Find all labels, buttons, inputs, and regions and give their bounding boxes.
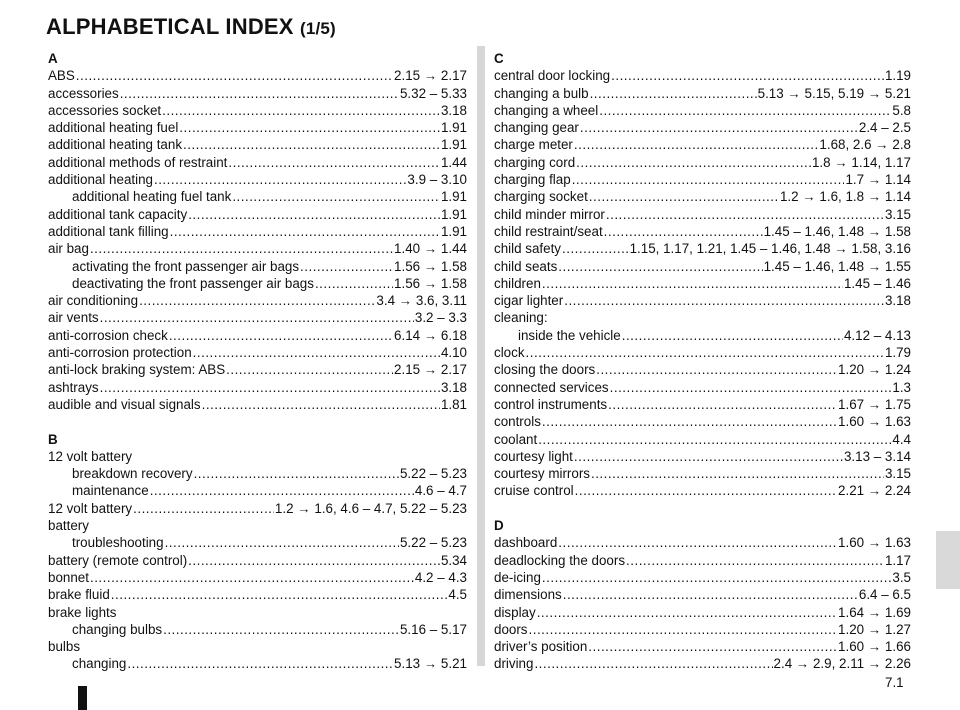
index-entry bbox=[494, 67, 911, 84]
index-entry bbox=[494, 534, 911, 551]
page-number: 7.1 bbox=[885, 675, 904, 690]
index-page-ref: 5.22 – 5.23 bbox=[399, 535, 467, 551]
index-term: brake fluid bbox=[48, 587, 110, 603]
index-term: child seats bbox=[494, 258, 558, 274]
index-entry bbox=[48, 171, 467, 188]
index-entry bbox=[48, 361, 467, 378]
index-term: dimensions bbox=[494, 587, 562, 603]
index-page-ref: 1.20 → 1.24 bbox=[838, 362, 911, 378]
index-term: anti-corrosion protection bbox=[48, 345, 192, 361]
index-entry bbox=[494, 396, 911, 413]
index-page-ref: 1.60 → 1.66 bbox=[838, 639, 911, 655]
index-term: changing gear bbox=[494, 120, 579, 136]
index-entry bbox=[48, 136, 467, 153]
dot-leader bbox=[169, 327, 393, 344]
index-term: breakdown recovery bbox=[72, 466, 193, 482]
index-term: control instruments bbox=[494, 396, 608, 412]
dot-leader bbox=[622, 327, 843, 344]
index-term: child restraint/seat bbox=[494, 223, 603, 239]
index-page-ref: 1.7 → 1.14 bbox=[845, 172, 911, 188]
dot-leader bbox=[228, 154, 440, 171]
index-term: coolant bbox=[494, 431, 538, 447]
index-entry bbox=[48, 206, 467, 223]
index-subentry bbox=[494, 327, 911, 344]
index-term: ABS bbox=[48, 68, 75, 84]
index-column-right bbox=[494, 50, 911, 673]
index-page-ref: 3.5 bbox=[892, 569, 911, 585]
index-entry bbox=[494, 171, 911, 188]
dot-leader bbox=[604, 223, 763, 240]
index-entry bbox=[48, 500, 467, 517]
index-page-ref: 3.2 – 3.3 bbox=[414, 310, 467, 326]
index-page-ref: 3.4 → 3.6, 3.11 bbox=[376, 293, 467, 309]
index-subentry bbox=[48, 482, 467, 499]
index-page-ref: 5.32 – 5.33 bbox=[399, 85, 467, 101]
index-page-ref: 1.60 → 1.63 bbox=[838, 414, 911, 430]
dot-leader bbox=[538, 431, 891, 448]
dot-leader bbox=[588, 638, 837, 655]
dot-leader bbox=[232, 188, 440, 205]
index-term: air conditioning bbox=[48, 293, 139, 309]
index-page-ref: 1.3 bbox=[892, 379, 911, 395]
index-term: connected services bbox=[494, 379, 609, 395]
corner-mark bbox=[78, 686, 87, 710]
index-term: de-icing bbox=[494, 569, 541, 585]
index-term: air bag bbox=[48, 241, 89, 257]
index-entry bbox=[494, 275, 911, 292]
index-page-ref: 1.79 bbox=[884, 345, 911, 361]
index-page-ref: 5.13 → 5.15, 5.19 → 5.21 bbox=[757, 85, 911, 101]
dot-leader bbox=[563, 586, 858, 603]
index-page-ref: 3.18 bbox=[440, 102, 467, 118]
dot-leader bbox=[610, 379, 892, 396]
index-term: clock bbox=[494, 345, 525, 361]
index-subentry bbox=[48, 188, 467, 205]
page-title-text: ALPHABETICAL INDEX bbox=[46, 14, 294, 39]
index-entry bbox=[48, 223, 467, 240]
dot-leader bbox=[626, 552, 884, 569]
index-entry bbox=[48, 552, 467, 569]
index-term: air vents bbox=[48, 310, 99, 326]
index-page-ref: 5.16 – 5.17 bbox=[399, 621, 467, 637]
index-page-ref: 5.8 bbox=[892, 102, 911, 118]
index-entry bbox=[48, 292, 467, 309]
index-term: changing bulbs bbox=[72, 621, 163, 637]
index-term: additional tank filling bbox=[48, 223, 169, 239]
index-term: bonnet bbox=[48, 569, 89, 585]
index-page-ref: 1.8 → 1.14, 1.17 bbox=[811, 154, 911, 170]
index-term: accessories bbox=[48, 85, 119, 101]
index-entry bbox=[48, 327, 467, 344]
section-letter-heading: A bbox=[48, 51, 58, 66]
dot-leader bbox=[542, 275, 843, 292]
dot-leader bbox=[188, 552, 440, 569]
index-entry bbox=[48, 85, 467, 102]
index-entry bbox=[494, 361, 911, 378]
dot-leader bbox=[562, 240, 629, 257]
index-subentry bbox=[48, 534, 467, 551]
section-spacer bbox=[48, 413, 467, 430]
index-entry bbox=[48, 344, 467, 361]
index-group-label: 12 volt battery bbox=[48, 448, 133, 464]
index-page-ref: 3.18 bbox=[884, 293, 911, 309]
index-term: ashtrays bbox=[48, 379, 99, 395]
index-term: additional tank capacity bbox=[48, 206, 188, 222]
index-entry bbox=[48, 586, 467, 603]
index-entry bbox=[48, 240, 467, 257]
index-entry bbox=[494, 223, 911, 240]
index-entry bbox=[494, 258, 911, 275]
index-page-ref: 1.19 bbox=[884, 68, 911, 84]
page-title-part: (1/5) bbox=[299, 19, 336, 38]
index-page-ref: 4.2 – 4.3 bbox=[414, 569, 467, 585]
dot-leader bbox=[90, 240, 393, 257]
index-entry bbox=[494, 240, 911, 257]
index-page-ref: 1.2 → 1.6, 1.8 → 1.14 bbox=[779, 189, 911, 205]
index-page-ref: 2.4 – 2.5 bbox=[858, 120, 911, 136]
dot-leader bbox=[591, 465, 884, 482]
dot-leader bbox=[202, 396, 440, 413]
dot-leader bbox=[590, 85, 757, 102]
index-entry bbox=[494, 206, 911, 223]
index-page-ref: 1.64 → 1.69 bbox=[838, 604, 911, 620]
index-page-ref: 1.91 bbox=[440, 206, 467, 222]
index-page-ref: 6.4 – 6.5 bbox=[858, 587, 911, 603]
index-page-ref: 1.45 – 1.46, 1.48 → 1.55 bbox=[763, 258, 911, 274]
index-page-ref: 1.45 – 1.46 bbox=[843, 275, 911, 291]
index-page-ref: 2.4 → 2.9, 2.11 → 2.26 bbox=[773, 656, 911, 672]
dot-leader bbox=[599, 102, 891, 119]
index-term: inside the vehicle bbox=[518, 327, 621, 343]
section-letter-heading: B bbox=[48, 431, 58, 447]
index-term: cigar lighter bbox=[494, 293, 564, 309]
index-term: courtesy light bbox=[494, 448, 573, 464]
index-page-ref: 3.18 bbox=[440, 379, 467, 395]
index-page-ref: 4.12 – 4.13 bbox=[843, 327, 911, 343]
column-divider bbox=[477, 46, 485, 666]
index-term: child safety bbox=[494, 241, 561, 257]
dot-leader bbox=[606, 206, 884, 223]
index-term: controls bbox=[494, 414, 541, 430]
index-entry bbox=[494, 85, 911, 102]
index-term: deactivating the front passenger air bags bbox=[72, 275, 314, 291]
index-term: anti-corrosion check bbox=[48, 327, 168, 343]
dot-leader bbox=[194, 465, 399, 482]
index-entry bbox=[494, 344, 911, 361]
index-group-label: battery bbox=[48, 518, 89, 534]
dot-leader bbox=[542, 413, 837, 430]
index-term: additional methods of restraint bbox=[48, 154, 228, 170]
index-entry bbox=[494, 188, 911, 205]
dot-leader bbox=[537, 604, 837, 621]
index-term: doors bbox=[494, 621, 528, 637]
dot-leader bbox=[179, 119, 440, 136]
index-term: additional heating fuel bbox=[48, 120, 179, 136]
index-term: driver’s position bbox=[494, 639, 588, 655]
dot-leader bbox=[170, 223, 440, 240]
dot-leader bbox=[133, 500, 274, 517]
index-term: changing a wheel bbox=[494, 102, 599, 118]
index-term: charging flap bbox=[494, 172, 571, 188]
index-term: changing a bulb bbox=[494, 85, 589, 101]
index-entry bbox=[494, 638, 911, 655]
index-page-ref: 1.91 bbox=[440, 120, 467, 136]
index-term: central door locking bbox=[494, 68, 611, 84]
index-term: cruise control bbox=[494, 483, 574, 499]
index-term: anti-lock braking system: ABS bbox=[48, 362, 226, 378]
index-entry bbox=[494, 379, 911, 396]
dot-leader bbox=[100, 379, 440, 396]
dot-leader bbox=[529, 621, 838, 638]
dot-leader bbox=[575, 482, 837, 499]
index-page-ref: 1.56 → 1.58 bbox=[394, 258, 467, 274]
index-page-ref: 3.15 bbox=[884, 206, 911, 222]
dot-leader bbox=[111, 586, 448, 603]
index-page-ref: 1.56 → 1.58 bbox=[394, 275, 467, 291]
index-entry bbox=[494, 102, 911, 119]
dot-leader bbox=[300, 258, 393, 275]
index-term: additional heating tank bbox=[48, 137, 183, 153]
index-page-ref: 1.2 → 1.6, 4.6 – 4.7, 5.22 – 5.23 bbox=[274, 500, 467, 516]
index-page-ref: 1.91 bbox=[440, 223, 467, 239]
index-entry bbox=[48, 309, 467, 326]
index-page-ref: 5.13 → 5.21 bbox=[394, 656, 467, 672]
index-entry bbox=[494, 119, 911, 136]
index-group-label: bulbs bbox=[48, 639, 81, 655]
index-page-ref: 1.17 bbox=[884, 552, 911, 568]
dot-leader bbox=[188, 206, 440, 223]
page-title bbox=[46, 14, 336, 40]
dot-leader bbox=[596, 361, 837, 378]
index-page-ref: 1.44 bbox=[440, 154, 467, 170]
dot-leader bbox=[564, 292, 884, 309]
index-page-ref: 1.45 – 1.46, 1.48 → 1.58 bbox=[763, 223, 911, 239]
dot-leader bbox=[576, 154, 811, 171]
index-entry bbox=[494, 413, 911, 430]
dot-leader bbox=[534, 655, 772, 672]
index-term: courtesy mirrors bbox=[494, 466, 590, 482]
index-subentry bbox=[48, 275, 467, 292]
dot-leader bbox=[526, 344, 884, 361]
index-entry bbox=[494, 655, 911, 672]
dot-leader bbox=[558, 258, 762, 275]
index-entry bbox=[48, 396, 467, 413]
dot-leader bbox=[90, 569, 414, 586]
index-entry bbox=[494, 482, 911, 499]
index-page-ref: 2.21 → 2.24 bbox=[838, 483, 911, 499]
dot-leader bbox=[154, 171, 406, 188]
index-page-ref: 4.4 bbox=[892, 431, 911, 447]
index-term: changing bbox=[72, 656, 127, 672]
index-group-label: brake lights bbox=[48, 604, 117, 620]
index-term: maintenance bbox=[72, 483, 149, 499]
index-page-ref: 3.13 – 3.14 bbox=[843, 448, 911, 464]
index-entry bbox=[48, 119, 467, 136]
dot-leader bbox=[574, 136, 819, 153]
index-term: activating the front passenger air bags bbox=[72, 258, 300, 274]
index-entry bbox=[494, 569, 911, 586]
index-entry bbox=[494, 465, 911, 482]
dot-leader bbox=[226, 361, 393, 378]
section-spacer bbox=[494, 500, 911, 517]
index-term: additional heating fuel tank bbox=[72, 189, 232, 205]
index-term: child minder mirror bbox=[494, 206, 605, 222]
index-page-ref: 4.5 bbox=[448, 587, 467, 603]
index-page-ref: 2.15 → 2.17 bbox=[394, 68, 467, 84]
index-term: charging cord bbox=[494, 154, 576, 170]
index-entry bbox=[494, 292, 911, 309]
index-page-ref: 1.68, 2.6 → 2.8 bbox=[819, 137, 911, 153]
index-term: closing the doors bbox=[494, 362, 596, 378]
index-term: deadlocking the doors bbox=[494, 552, 626, 568]
index-term: battery (remote control) bbox=[48, 552, 188, 568]
section-thumb-tab bbox=[936, 531, 960, 589]
index-group-label: cleaning: bbox=[494, 310, 548, 326]
dot-leader bbox=[76, 67, 393, 84]
dot-leader bbox=[150, 482, 414, 499]
index-page-ref: 1.67 → 1.75 bbox=[838, 396, 911, 412]
index-term: display bbox=[494, 604, 536, 620]
index-page-ref: 5.34 bbox=[440, 552, 467, 568]
index-entry bbox=[494, 448, 911, 465]
index-entry bbox=[494, 586, 911, 603]
index-page-ref: 1.81 bbox=[440, 396, 467, 412]
index-entry bbox=[48, 569, 467, 586]
dot-leader bbox=[139, 292, 375, 309]
index-entry bbox=[494, 431, 911, 448]
section-letter-heading: C bbox=[494, 51, 504, 66]
dot-leader bbox=[574, 448, 843, 465]
dot-leader bbox=[558, 534, 837, 551]
index-entry bbox=[494, 621, 911, 638]
index-page-ref: 4.10 bbox=[440, 345, 467, 361]
dot-leader bbox=[193, 344, 440, 361]
index-page-ref: 1.20 → 1.27 bbox=[838, 621, 911, 637]
dot-leader bbox=[163, 621, 399, 638]
index-page-ref: 4.6 – 4.7 bbox=[414, 483, 467, 499]
section-letter-heading: D bbox=[494, 518, 504, 534]
dot-leader bbox=[100, 309, 414, 326]
index-term: charging socket bbox=[494, 189, 588, 205]
index-entry bbox=[48, 154, 467, 171]
index-term: additional heating bbox=[48, 172, 153, 188]
index-term: audible and visual signals bbox=[48, 396, 201, 412]
index-entry bbox=[48, 102, 467, 119]
index-term: driving bbox=[494, 656, 534, 672]
index-term: accessories socket bbox=[48, 102, 162, 118]
index-page-ref: 6.14 → 6.18 bbox=[394, 327, 467, 343]
index-entry bbox=[48, 379, 467, 396]
index-entry bbox=[494, 552, 911, 569]
dot-leader bbox=[162, 102, 440, 119]
index-term: charge meter bbox=[494, 137, 573, 153]
index-column-left bbox=[48, 50, 467, 673]
index-subentry bbox=[48, 258, 467, 275]
dot-leader bbox=[127, 655, 393, 672]
dot-leader bbox=[572, 171, 845, 188]
index-term: children bbox=[494, 275, 541, 291]
index-page-ref: 1.91 bbox=[440, 189, 467, 205]
index-entry bbox=[494, 136, 911, 153]
index-subentry bbox=[48, 621, 467, 638]
index-subentry bbox=[48, 655, 467, 672]
index-entry bbox=[494, 154, 911, 171]
dot-leader bbox=[165, 534, 399, 551]
index-page-ref: 1.91 bbox=[440, 137, 467, 153]
dot-leader bbox=[608, 396, 837, 413]
index-page-ref: 1.60 → 1.63 bbox=[838, 535, 911, 551]
index-page-ref: 3.9 – 3.10 bbox=[407, 172, 467, 188]
dot-leader bbox=[589, 188, 779, 205]
index-term: dashboard bbox=[494, 535, 558, 551]
dot-leader bbox=[315, 275, 393, 292]
dot-leader bbox=[580, 119, 858, 136]
index-entry bbox=[48, 67, 467, 84]
index-entry bbox=[494, 604, 911, 621]
dot-leader bbox=[542, 569, 891, 586]
index-term: 12 volt battery bbox=[48, 500, 133, 516]
index-page-ref: 2.15 → 2.17 bbox=[394, 362, 467, 378]
index-page-ref: 1.15, 1.17, 1.21, 1.45 – 1.46, 1.48 → 1.58, 3.16 bbox=[629, 241, 911, 257]
index-term: troubleshooting bbox=[72, 535, 164, 551]
index-page-ref: 3.15 bbox=[884, 466, 911, 482]
index-subentry bbox=[48, 465, 467, 482]
dot-leader bbox=[120, 85, 399, 102]
dot-leader bbox=[611, 67, 884, 84]
index-page-ref: 5.22 – 5.23 bbox=[399, 466, 467, 482]
dot-leader bbox=[183, 136, 440, 153]
index-page-ref: 1.40 → 1.44 bbox=[394, 241, 467, 257]
